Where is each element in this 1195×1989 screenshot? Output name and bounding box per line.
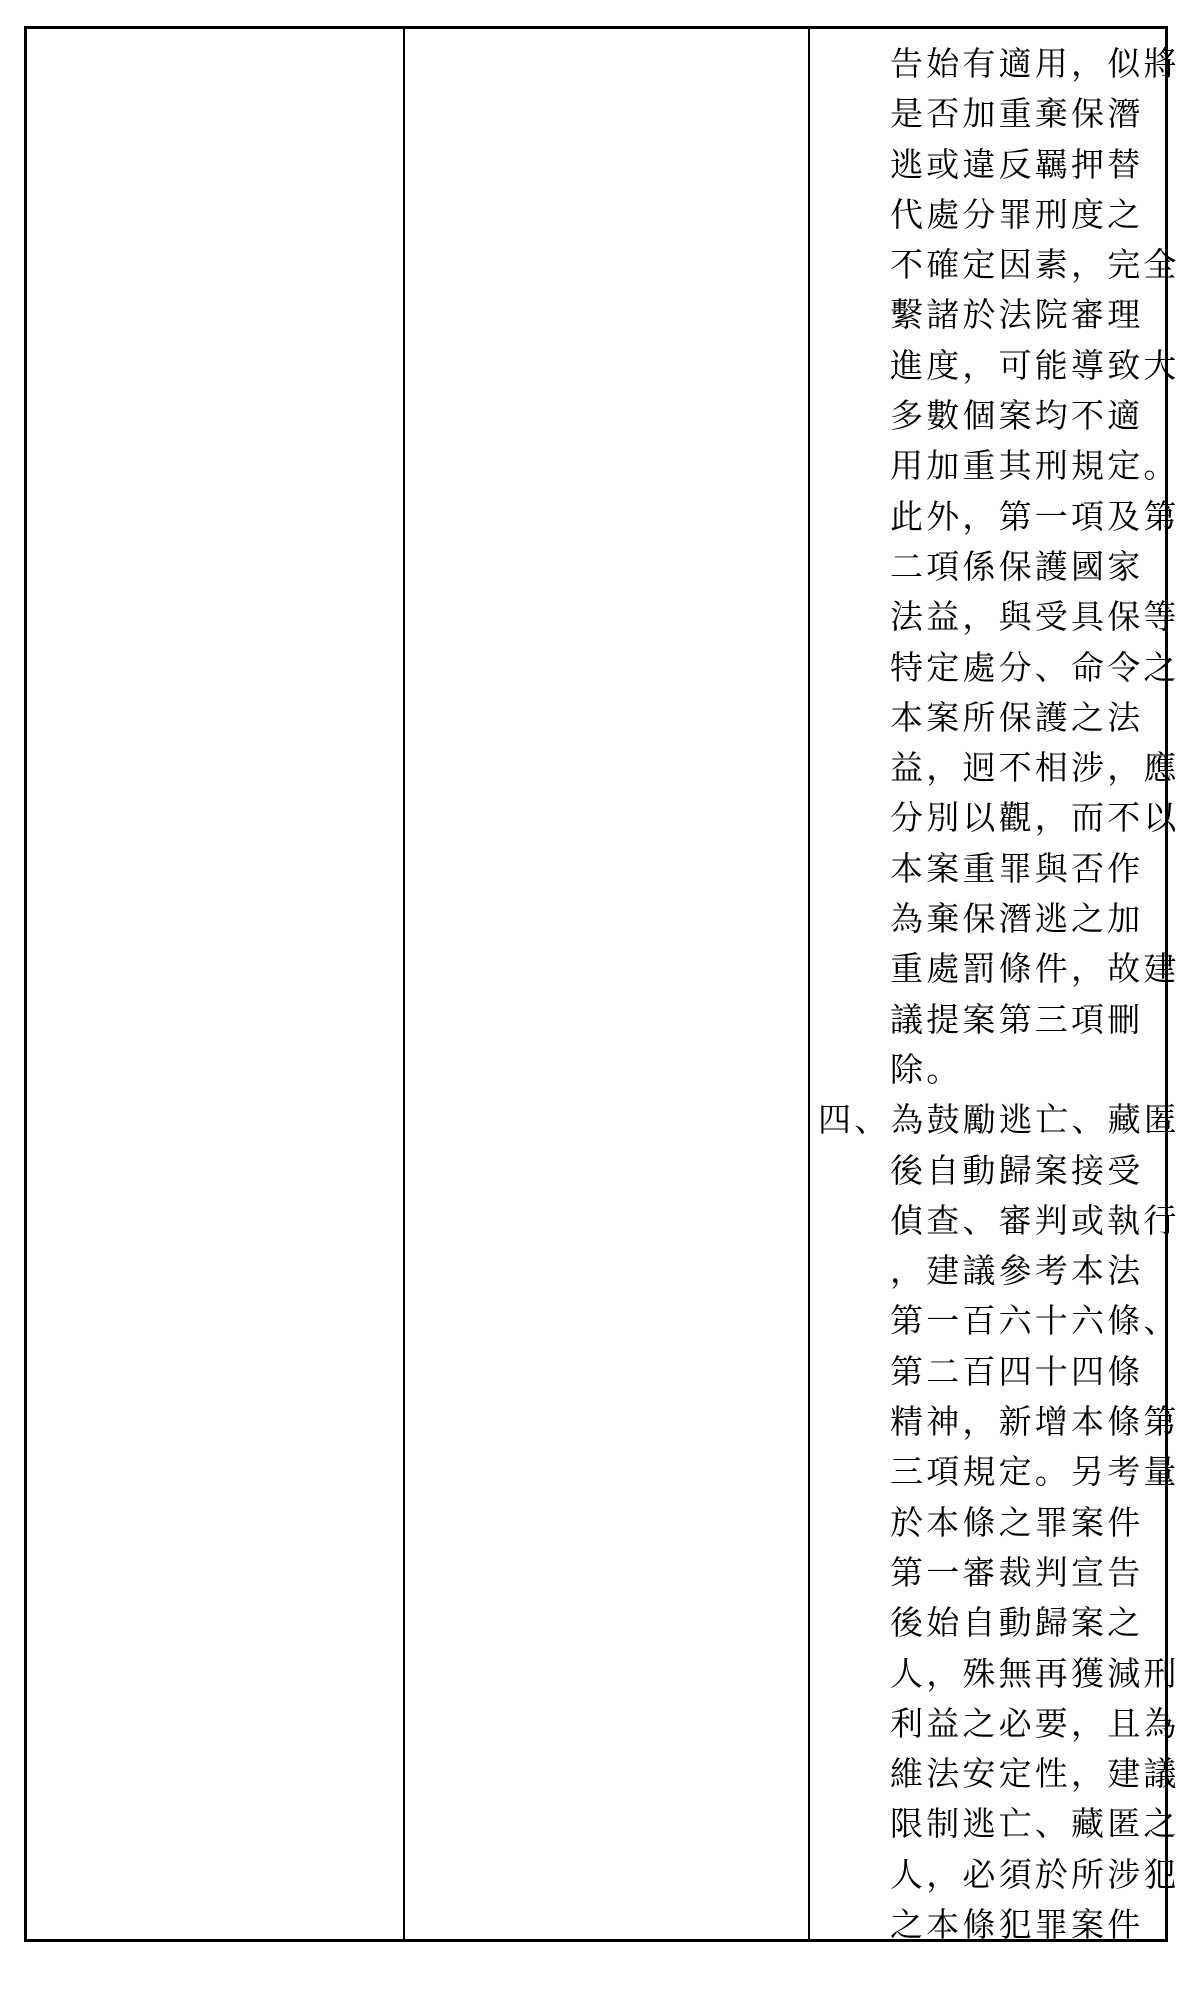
text-line: 第一審裁判宣告 [890, 1552, 1144, 1592]
text-line: 後始自動歸案之 [890, 1603, 1144, 1643]
text-line: 分別以觀，而不以 [890, 798, 1180, 838]
text-line: 維法安定性，建議 [890, 1754, 1180, 1794]
numbered-item-start: 四、為鼓勵逃亡、藏匿 [818, 1100, 1180, 1140]
text-line: 議提案第三項刪 [890, 999, 1144, 1039]
text-line: 後自動歸案接受 [890, 1150, 1144, 1190]
text-line: 於本條之罪案件 [890, 1502, 1144, 1542]
text-line: 之本條犯罪案件 [890, 1904, 1144, 1944]
text-line: ，建議參考本法 [890, 1251, 1144, 1291]
text-line: 限制逃亡、藏匿之 [890, 1804, 1180, 1844]
text-line: 告始有適用，似將 [890, 44, 1180, 83]
text-line: 除。 [890, 1049, 963, 1089]
text-line: 是否加重棄保潛 [890, 94, 1144, 134]
text-line: 繫諸於法院審理 [890, 295, 1144, 335]
text-line: 偵查、審判或執行 [890, 1200, 1180, 1240]
text-line: 逃或違反羈押替 [890, 144, 1144, 184]
column-3-text [810, 39, 1180, 1950]
text-line: 精神，新增本條第 [890, 1402, 1180, 1442]
text-line: 法益，與受具保等 [890, 597, 1180, 637]
text-line: 代處分罪刑度之 [890, 194, 1144, 234]
text-line: 多數個案均不適 [890, 396, 1144, 436]
text-line: 為棄保潛逃之加 [890, 899, 1144, 939]
text-line: 此外，第一項及第 [890, 496, 1180, 536]
text-line: 特定處分、命令之 [890, 647, 1180, 687]
text-line: 本案所保護之法 [890, 697, 1144, 737]
table-column-2 [405, 29, 810, 1939]
text-line: 利益之必要，且為 [890, 1703, 1180, 1743]
text-line: 人，必須於所涉犯 [890, 1854, 1180, 1894]
table-column-3 [810, 29, 1180, 1944]
text-line: 人，殊無再獲減刑 [890, 1653, 1180, 1693]
text-line: 不確定因素，完全 [890, 245, 1180, 285]
text-line: 重處罰條件，故建 [890, 949, 1180, 989]
text-line: 第二百四十四條 [890, 1351, 1144, 1391]
table-column-1 [27, 29, 405, 1939]
text-line: 三項規定。另考量 [890, 1452, 1180, 1492]
text-line: 益，迥不相涉，應 [890, 748, 1180, 788]
text-line: 本案重罪與否作 [890, 848, 1144, 888]
text-line: 二項係保護國家 [890, 546, 1144, 586]
document-table [24, 26, 1180, 1944]
text-line: 第一百六十六條、 [890, 1301, 1180, 1341]
text-line: 用加重其刑規定。 [890, 446, 1180, 486]
text-line: 進度，可能導致大 [890, 345, 1180, 385]
